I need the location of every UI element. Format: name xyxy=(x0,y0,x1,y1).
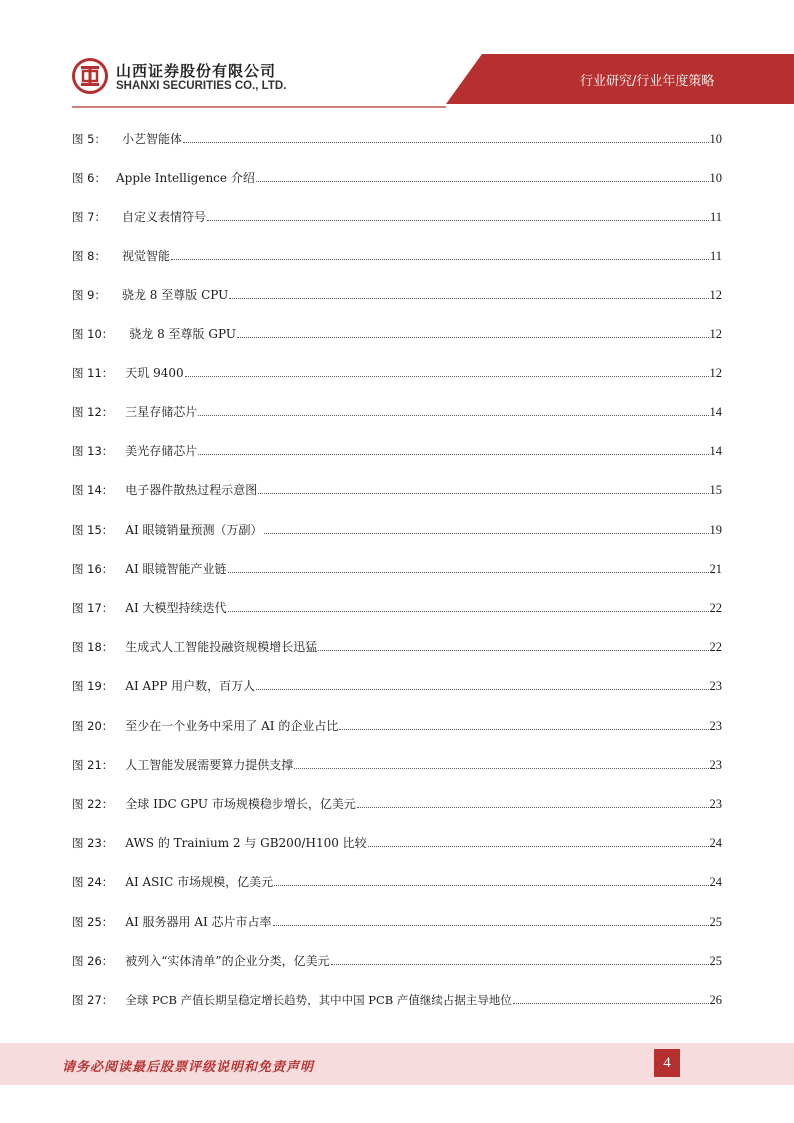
toc-item[interactable] xyxy=(72,674,722,694)
toc-leader-dots xyxy=(185,375,709,377)
disclaimer-link[interactable]: 请务必阅读最后股票评级说明和免责声明 xyxy=(62,1060,315,1075)
toc-figure-title: AI ASIC 市场规模，亿美元 xyxy=(125,875,274,889)
toc-item[interactable] xyxy=(72,714,722,734)
toc-item[interactable] xyxy=(72,361,722,381)
toc-page-number: 19 xyxy=(709,523,722,537)
toc-leader-dots xyxy=(256,180,709,182)
toc-page-number: 23 xyxy=(709,758,722,772)
toc-leader-dots xyxy=(228,610,709,612)
toc-figure-title: 全球 PCB 产值长期呈稳定增长趋势，其中中国 PCB 产值继续占据主导地位 xyxy=(125,993,512,1007)
toc-figure-title: 人工智能发展需要算力提供支撑 xyxy=(125,758,294,772)
toc-figure-label: 图 15： xyxy=(72,523,114,537)
toc-figure-label: 图 8： xyxy=(72,249,106,263)
toc-figure-label: 图 16： xyxy=(72,562,114,576)
toc-figure-label: 图 5： xyxy=(72,132,106,146)
toc-item[interactable] xyxy=(72,831,722,851)
toc-figure-label: 图 6： xyxy=(72,171,106,185)
toc-item[interactable] xyxy=(72,949,722,969)
toc-figure-title: Apple Intelligence 介绍 xyxy=(115,171,255,185)
toc-figure-title: 至少在一个业务中采用了 AI 的企业占比 xyxy=(125,719,339,733)
toc-figure-title: AI 大模型持续迭代 xyxy=(125,601,227,615)
toc-item[interactable] xyxy=(72,635,722,655)
toc-figure-label: 图 20： xyxy=(72,719,114,733)
toc-page-number: 12 xyxy=(709,288,722,302)
toc-leader-dots xyxy=(183,141,709,143)
toc-figure-title: AI APP 用户数，百万人 xyxy=(125,679,256,693)
toc-leader-dots xyxy=(198,453,708,455)
toc-item[interactable] xyxy=(72,596,722,616)
toc-figure-label: 图 19： xyxy=(72,679,114,693)
toc-figure-title: 天玑 9400 xyxy=(125,366,184,380)
toc-leader-dots xyxy=(198,414,708,416)
toc-item[interactable] xyxy=(72,870,722,890)
toc-page-number: 12 xyxy=(709,366,722,380)
toc-figure-title: 电子器件散热过程示意图 xyxy=(125,483,258,497)
toc-item[interactable] xyxy=(72,400,722,420)
page-number-badge: 4 xyxy=(654,1049,680,1077)
toc-figure-label: 图 21： xyxy=(72,758,114,772)
toc-page-number: 14 xyxy=(709,405,722,419)
toc-figure-label: 图 18： xyxy=(72,640,114,654)
toc-leader-dots xyxy=(331,963,709,965)
toc-leader-dots xyxy=(228,571,709,573)
toc-item[interactable] xyxy=(72,478,722,498)
toc-item[interactable] xyxy=(72,439,722,459)
toc-figure-label: 图 9： xyxy=(72,288,106,302)
toc-leader-dots xyxy=(294,767,708,769)
toc-figure-title: 三星存储芯片 xyxy=(125,405,198,419)
toc-page-number: 24 xyxy=(709,875,722,889)
toc-figure-title: AWS 的 Trainium 2 与 GB200/H100 比较 xyxy=(125,836,367,850)
toc-leader-dots xyxy=(318,649,708,651)
toc-item[interactable] xyxy=(72,910,722,930)
toc-figure-label: 图 12： xyxy=(72,405,114,419)
toc-figure-label: 图 25： xyxy=(72,915,114,929)
toc-item[interactable] xyxy=(72,792,722,812)
toc-leader-dots xyxy=(273,924,709,926)
toc-page-number: 21 xyxy=(709,562,722,576)
toc-figure-label: 图 27： xyxy=(72,993,114,1007)
toc-page-number: 14 xyxy=(709,444,722,458)
toc-figure-label: 图 14： xyxy=(72,483,114,497)
toc-page-number: 25 xyxy=(709,954,722,968)
toc-item[interactable] xyxy=(72,166,722,186)
report-category: 行业研究/行业年度策略 xyxy=(580,74,715,89)
toc-figure-title: 骁龙 8 至尊版 GPU xyxy=(129,327,236,341)
toc-page-number: 10 xyxy=(709,171,722,185)
toc-leader-dots xyxy=(357,806,709,808)
toc-page-number: 22 xyxy=(709,640,722,654)
toc-leader-dots xyxy=(256,688,708,690)
company-name-en: SHANXI SECURITIES CO., LTD. xyxy=(116,80,287,92)
toc-figure-title: 骁龙 8 至尊版 CPU xyxy=(121,288,229,302)
toc-figure-title: 全球 IDC GPU 市场规模稳步增长，亿美元 xyxy=(125,797,356,811)
toc-item[interactable] xyxy=(72,557,722,577)
toc-leader-dots xyxy=(264,532,709,534)
toc-figure-title: AI 眼镜智能产业链 xyxy=(125,562,227,576)
toc-page-number: 24 xyxy=(709,836,722,850)
toc-item[interactable] xyxy=(72,127,722,147)
toc-item[interactable] xyxy=(72,283,722,303)
toc-figure-title: 生成式人工智能投融资规模增长迅猛 xyxy=(125,640,318,654)
toc-figure-label: 图 26： xyxy=(72,954,114,968)
toc-figure-title: 视觉智能 xyxy=(121,249,170,263)
toc-page-number: 11 xyxy=(709,249,722,263)
toc-leader-dots xyxy=(368,845,709,847)
toc-figure-label: 图 11： xyxy=(72,366,114,380)
toc-page-number: 12 xyxy=(709,327,722,341)
toc-figure-label: 图 13： xyxy=(72,444,114,458)
toc-leader-dots xyxy=(207,219,709,221)
header-banner xyxy=(0,0,794,110)
toc-item[interactable] xyxy=(72,518,722,538)
toc-item[interactable] xyxy=(72,205,722,225)
toc-page-number: 25 xyxy=(709,915,722,929)
toc-figure-title: AI 服务器用 AI 芯片市占率 xyxy=(125,915,272,929)
toc-figure-title: 小艺智能体 xyxy=(121,132,182,146)
toc-figure-label: 图 7： xyxy=(72,210,106,224)
toc-figure-title: AI 眼镜销量预测（万副） xyxy=(125,523,263,537)
toc-page-number: 23 xyxy=(709,679,722,693)
toc-page-number: 10 xyxy=(709,132,722,146)
toc-leader-dots xyxy=(171,258,709,260)
toc-figure-label: 图 23： xyxy=(72,836,114,850)
page-footer xyxy=(0,1043,794,1085)
toc-item[interactable] xyxy=(72,244,722,264)
toc-page-number: 15 xyxy=(709,483,722,497)
toc-figure-label: 图 24： xyxy=(72,875,114,889)
toc-figure-label: 图 22： xyxy=(72,797,114,811)
toc-item[interactable] xyxy=(72,988,722,1008)
toc-leader-dots xyxy=(274,884,708,886)
toc-figure-label: 图 17： xyxy=(72,601,114,615)
company-name-cn: 山西证券股份有限公司 xyxy=(116,62,277,80)
toc-leader-dots xyxy=(258,492,708,494)
toc-page-number: 11 xyxy=(709,210,722,224)
toc-page-number: 26 xyxy=(709,993,722,1007)
toc-figure-title: 自定义表情符号 xyxy=(121,210,206,224)
toc-page-number: 23 xyxy=(709,797,722,811)
toc-page-number: 22 xyxy=(709,601,722,615)
toc-leader-dots xyxy=(229,297,708,299)
toc-figure-title: 美光存储芯片 xyxy=(125,444,198,458)
toc-leader-dots xyxy=(513,1002,709,1004)
toc-leader-dots xyxy=(237,336,709,338)
toc-leader-dots xyxy=(339,728,708,730)
toc-item[interactable] xyxy=(72,322,722,342)
toc-page-number: 23 xyxy=(709,719,722,733)
toc-item[interactable] xyxy=(72,753,722,773)
page-header xyxy=(0,0,794,110)
toc-figure-label: 图 10： xyxy=(72,327,114,341)
toc-figure-title: 被列入“实体清单”的企业分类，亿美元 xyxy=(125,954,330,968)
